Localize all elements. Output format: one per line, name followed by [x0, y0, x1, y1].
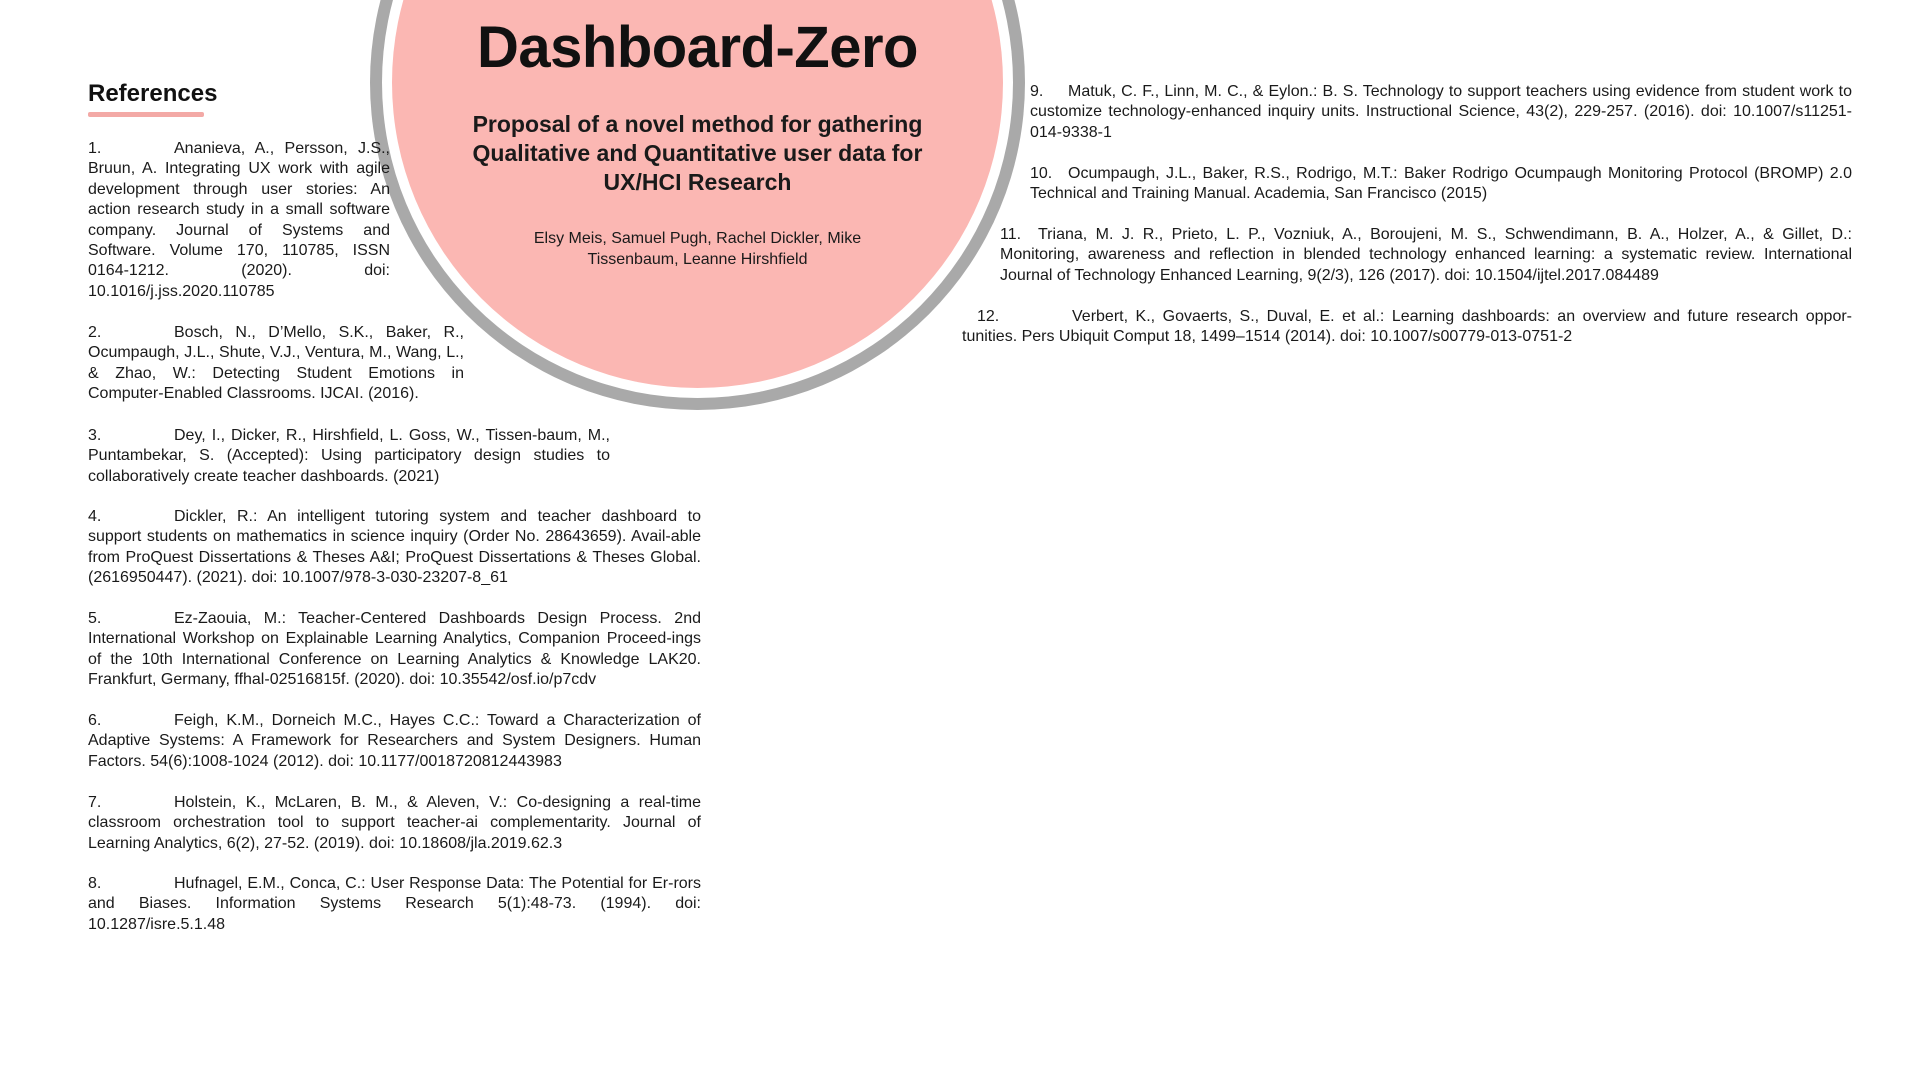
- reference-text: Feigh, K.M., Dorneich M.C., Hayes C.C.: Toward a Characterization of Adaptive Systems: A Framework for Researchers and System Designers. Human Factors. 54(6):1008-1024 (2012). doi: 10.1177/0018720812443983: [88, 712, 701, 770]
- reference-item: [1030, 82, 1852, 143]
- reference-text: Dey, I., Dicker, R., Hirshfield, L. Goss, W., Tissen-baum, M., Puntambekar, S. (Accepted): Using participatory design studies to collaboratively create teacher dashboards. (2021): [88, 427, 610, 485]
- reference-text: Ananieva, A., Persson, J.S., Bruun, A. Integrating UX work with agile development through user stories: An action research study in a small software company. Journal of Systems and Software. Volume 170, 110785, ISSN 0164-1212. (2020). doi: 10.1016/j.jss.2020.110785: [88, 140, 390, 300]
- poster-title: Dashboard-Zero: [477, 15, 918, 80]
- reference-number: 7.: [88, 794, 102, 811]
- reference-text: Verbert, K., Govaerts, S., Duval, E. et al.: Learning dashboards: an overview and future research oppor-tunities. Pers Ubiquit Comput 18, 1499–1514 (2014). doi: 10.1007/s00779-013-0751-2: [962, 308, 1852, 346]
- reference-text: Hufnagel, E.M., Conca, C.: User Response Data: The Potential for Er-rors and Biases. Information Systems Research 5(1):48-73. (1994). doi: 10.1287/isre.5.1.48: [88, 875, 701, 933]
- reference-item: [1000, 225, 1852, 286]
- reference-number: 6.: [88, 712, 102, 729]
- reference-item: [88, 507, 701, 589]
- reference-number: 4.: [88, 508, 102, 525]
- reference-item: [88, 139, 390, 302]
- poster-subtitle: Proposal of a novel method for gathering Qualitative and Quantitative user data for UX/HCI Research: [472, 111, 923, 195]
- reference-number: 8.: [88, 875, 102, 892]
- reference-number: 2.: [88, 324, 102, 341]
- reference-number: 3.: [88, 427, 102, 444]
- reference-item: [88, 426, 610, 487]
- references-underline: [88, 112, 204, 117]
- reference-item: [962, 307, 1852, 348]
- reference-item: [88, 793, 701, 854]
- reference-number: 9.: [1030, 83, 1044, 100]
- reference-item: [88, 609, 701, 691]
- reference-text: Ocumpaugh, J.L., Baker, R.S., Rodrigo, M.T.: Baker Rodrigo Ocumpaugh Monitoring Protocol (BROMP) 2.0 Technical and Training Manual. Academia, San Francisco (2015): [1030, 165, 1852, 203]
- reference-number: 10.: [1030, 165, 1053, 182]
- reference-text: Triana, M. J. R., Prieto, L. P., Vozniuk, A., Boroujeni, M. S., Schwendimann, B. A., Holzer, A., & Gillet, D.: Monitoring, awareness and reflection in blended technology enhanced learning: a systematic review. International Journal of Technology Enhanced Learning, 9(2/3), 126 (2017). doi: 10.1504/ijtel.2017.084489: [1000, 226, 1852, 284]
- reference-text: Holstein, K., McLaren, B. M., & Aleven, V.: Co-designing a real-time classroom orchestration tool to support teacher-ai complementarity. Journal of Learning Analytics, 6(2), 27-52. (2019). doi: 10.18608/jla.2019.62.3: [88, 794, 701, 852]
- reference-text: Bosch, N., D’Mello, S.K., Baker, R., Ocumpaugh, J.L., Shute, V.J., Ventura, M., Wang, L., & Zhao, W.: Detecting Student Emotions in Computer-Enabled Classrooms. IJCAI. (2016).: [88, 324, 464, 403]
- reference-number: 1.: [88, 140, 102, 157]
- reference-item: [88, 874, 701, 935]
- reference-item: [1030, 164, 1852, 205]
- reference-item: [88, 711, 701, 772]
- reference-item: [88, 323, 464, 405]
- references-heading: References: [88, 80, 218, 107]
- reference-number: 11.: [1000, 226, 1022, 243]
- reference-text: Matuk, C. F., Linn, M. C., & Eylon.: B. S. Technology to support teachers using evidence from student work to customize technology-enhanced inquiry units. Instructional Science, 43(2), 229-257. (2016). doi: 10.1007/s11251-014-9338-1: [1030, 83, 1852, 141]
- reference-number: 5.: [88, 610, 102, 627]
- reference-text: Dickler, R.: An intelligent tutoring system and teacher dashboard to support students on mathematics in science inquiry (Order No. 28643659). Avail-able from ProQuest Dissertations & Theses A&I; ProQuest Dissertations & Theses Global. (2616950447). (2021). doi: 10.1007/978-3-030-23207-8_61: [88, 508, 701, 587]
- poster-authors: Elsy Meis, Samuel Pugh, Rachel Dickler, Mike Tissenbaum, Leanne Hirshfield: [533, 230, 862, 268]
- reference-text: Ez-Zaouia, M.: Teacher-Centered Dashboards Design Process. 2nd International Workshop on Explainable Learning Analytics, Companion Proceed-ings of the 10th International Conference on Learning Analytics & Knowledge LAK20. Frankfurt, Germany, ffhal-02516815f. (2020). doi: 10.35542/osf.io/p7cdv: [88, 610, 701, 689]
- reference-number: 12.: [977, 308, 1000, 325]
